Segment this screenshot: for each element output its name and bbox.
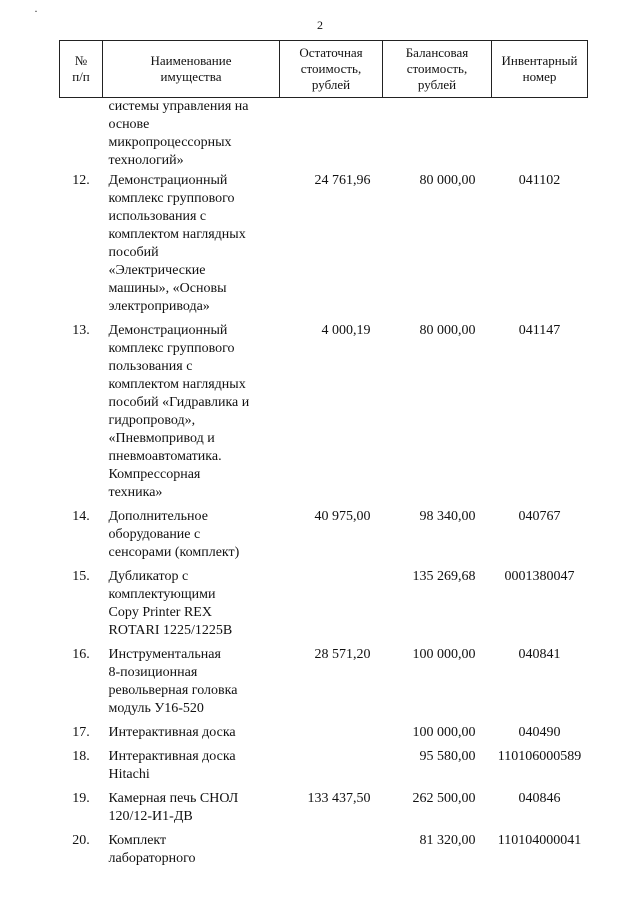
row-number: 14. — [72, 509, 90, 524]
property-name: Интерактивная доска Hitachi — [108, 749, 236, 782]
header-name: Наименование имущества — [103, 41, 280, 98]
row-number: 13. — [72, 323, 90, 338]
table-row — [60, 508, 588, 568]
residual-value — [280, 748, 383, 790]
residual-value — [280, 832, 383, 874]
header-inventory-number: Инвентарный номер — [492, 41, 588, 98]
continuation-text: системы управления на основе микропроцессорных технологий» — [108, 99, 249, 168]
inventory-number: 110106000589 — [497, 749, 582, 764]
table-row — [60, 322, 588, 508]
property-name: Камерная печь СНОЛ 120/12-И1-ДВ — [108, 791, 239, 824]
balance-value: 98 340,00 — [419, 509, 476, 524]
table-row — [60, 172, 588, 322]
property-name: Инструментальная 8-позиционная револьверная головка модуль У16-520 — [108, 647, 238, 716]
page-number: 2 — [317, 18, 323, 32]
table-row — [60, 568, 588, 646]
property-name: Демонстрационный комплекс группового пользования с комплектом наглядных пособий «Гидравлика и гидропровод», «Пневмопривод и пневмоавтоматика. Компрессорная техника» — [108, 323, 250, 500]
header-balance-value: Балансовая стоимость, рублей — [383, 41, 492, 98]
property-name: Демонстрационный комплекс группового использования с комплектом наглядных пособий «Электрические машины», «Основы электропривода» — [108, 173, 246, 314]
row-number: 20. — [72, 833, 90, 848]
table-header — [60, 41, 588, 98]
residual-value: 133 437,50 — [307, 791, 371, 806]
residual-value: 40 975,00 — [314, 509, 371, 524]
table-row — [60, 790, 588, 832]
row-number: 17. — [72, 725, 90, 740]
property-name: Интерактивная доска — [108, 725, 236, 740]
inventory-number: 041102 — [518, 173, 561, 188]
table-row — [60, 724, 588, 748]
balance-value: 80 000,00 — [419, 323, 476, 338]
table-row — [60, 646, 588, 724]
row-number: 18. — [72, 749, 90, 764]
corner-mark: · — [34, 4, 38, 18]
residual-value — [280, 568, 383, 646]
residual-value: 28 571,20 — [314, 647, 371, 662]
residual-value — [280, 724, 383, 748]
balance-value: 80 000,00 — [419, 173, 476, 188]
inventory-number: 040846 — [518, 791, 561, 806]
row-number: 12. — [72, 173, 90, 188]
inventory-number: 041147 — [518, 323, 561, 338]
inventory-number: 040490 — [518, 725, 561, 740]
property-table — [59, 40, 588, 874]
balance-value: 100 000,00 — [412, 647, 476, 662]
balance-value: 95 580,00 — [419, 749, 476, 764]
property-name: Комплект лабораторного — [108, 833, 196, 866]
table-body — [60, 98, 588, 875]
table-row — [60, 748, 588, 790]
balance-value: 81 320,00 — [419, 833, 476, 848]
row-number: 19. — [72, 791, 90, 806]
residual-value: 4 000,19 — [321, 323, 371, 338]
header-num: № п/п — [60, 41, 103, 98]
balance-value: 135 269,68 — [412, 569, 476, 584]
inventory-number: 040767 — [518, 509, 561, 524]
inventory-number: 0001380047 — [504, 569, 575, 584]
row-number: 15. — [72, 569, 90, 584]
property-name: Дубликатор с комплектующими Copy Printer REX ROTARI 1225/1225B — [108, 569, 233, 638]
balance-value: 262 500,00 — [412, 791, 476, 806]
balance-value: 100 000,00 — [412, 725, 476, 740]
inventory-number: 040841 — [518, 647, 561, 662]
property-name: Дополнительное оборудование с сенсорами (комплект) — [108, 509, 240, 560]
continuation-row — [60, 98, 588, 173]
row-number: 16. — [72, 647, 90, 662]
header-row — [60, 41, 588, 98]
header-residual-value: Остаточная стоимость, рублей — [280, 41, 383, 98]
inventory-number: 110104000041 — [497, 833, 582, 848]
residual-value: 24 761,96 — [314, 173, 371, 188]
table-row — [60, 832, 588, 874]
